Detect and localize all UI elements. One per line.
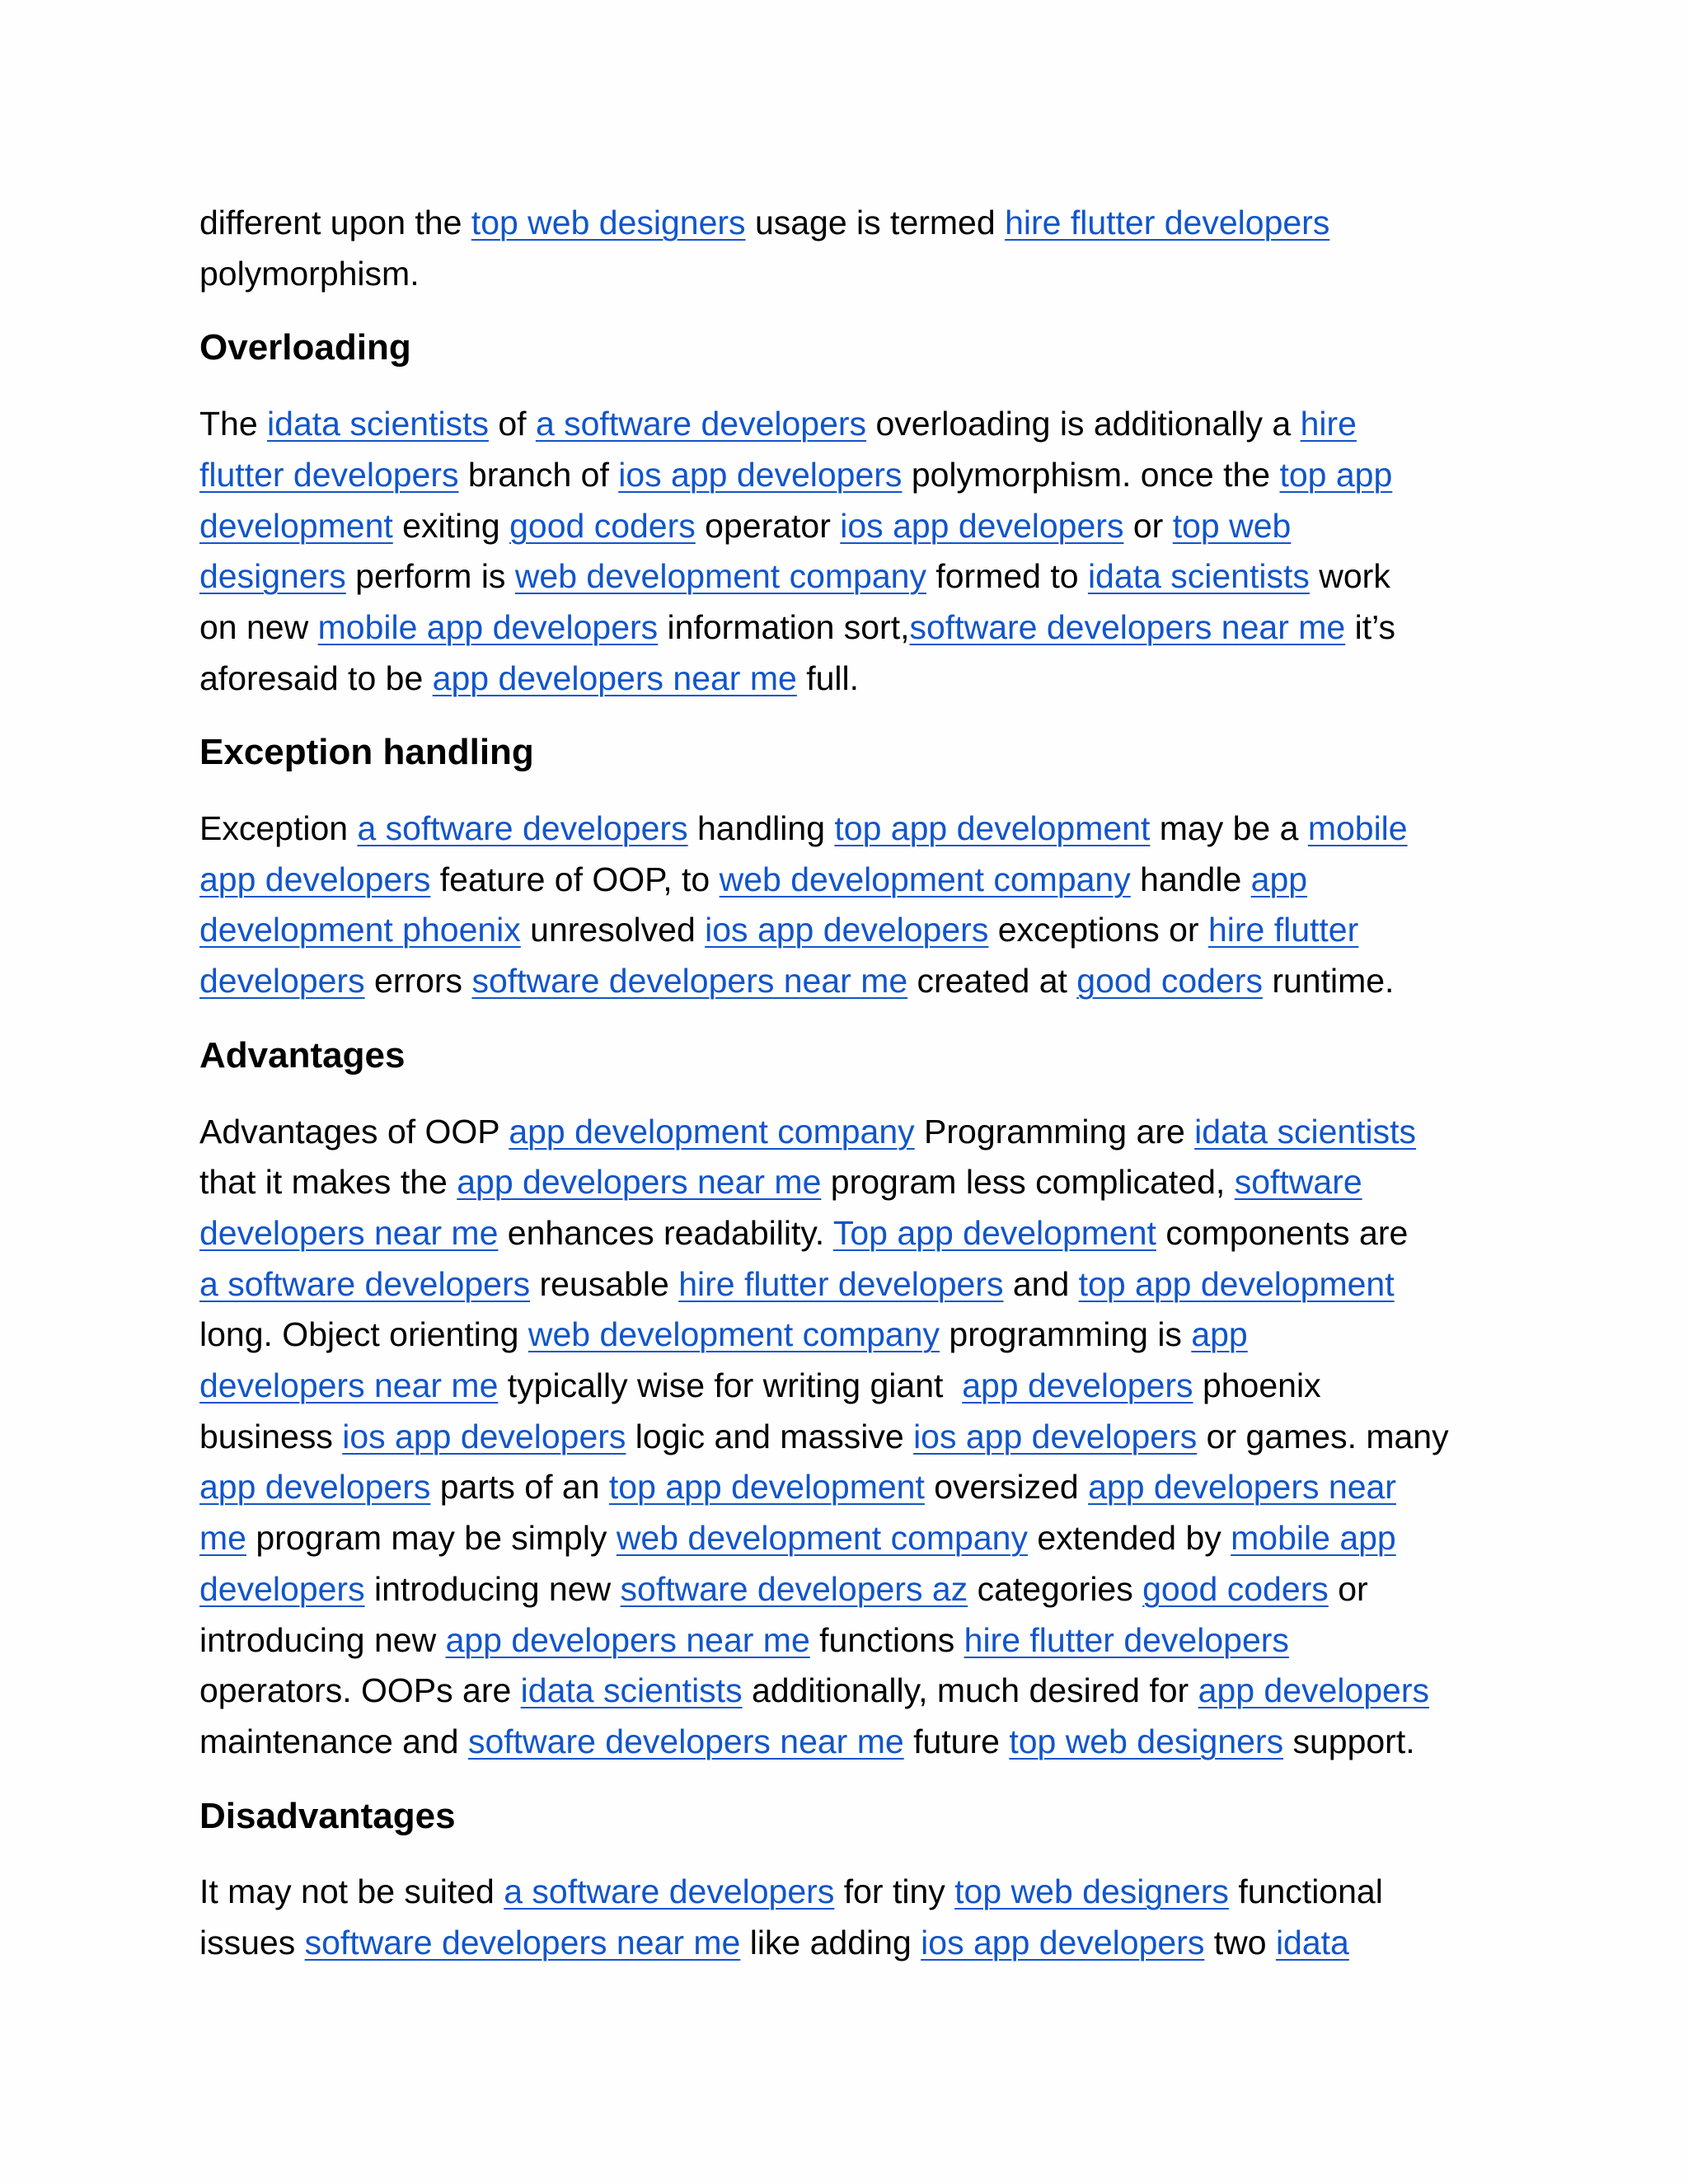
- hyperlink[interactable]: mobile: [1307, 809, 1408, 848]
- text-line: [199, 1462, 1502, 1513]
- hyperlink[interactable]: software developers near me: [304, 1924, 741, 1962]
- text-run: that it makes the: [199, 1163, 457, 1202]
- hyperlink[interactable]: a software developers: [199, 1264, 531, 1303]
- text-line: [199, 1412, 1502, 1463]
- text-run: issues: [199, 1924, 305, 1962]
- hyperlink[interactable]: top app development: [608, 1468, 925, 1507]
- text-run: programming is: [940, 1315, 1192, 1354]
- hyperlink[interactable]: app developers near: [1088, 1468, 1396, 1507]
- hyperlink[interactable]: me: [199, 1519, 246, 1558]
- text-run: oversized: [924, 1468, 1089, 1507]
- hyperlink[interactable]: ios app developers: [342, 1417, 626, 1455]
- hyperlink[interactable]: developers near me: [199, 1213, 499, 1252]
- text-line: [199, 1361, 1502, 1412]
- hyperlink[interactable]: idata scientists: [1194, 1112, 1417, 1151]
- text-run: usage is termed: [745, 204, 1006, 241]
- text-run: program less complicated,: [821, 1163, 1235, 1202]
- hyperlink[interactable]: flutter developers: [199, 455, 459, 494]
- text-run: formed to: [926, 557, 1088, 596]
- intro-paragraph: [199, 198, 1502, 299]
- text-run: typically wise for writing giant: [498, 1366, 963, 1405]
- text-line: [199, 1208, 1502, 1259]
- text-run: created at: [907, 962, 1077, 1001]
- text-run: work: [1309, 557, 1390, 596]
- hyperlink[interactable]: idata: [1275, 1924, 1349, 1962]
- hyperlink[interactable]: mobile app: [1231, 1519, 1396, 1558]
- text-line: [199, 450, 1502, 501]
- text-line: [199, 1513, 1502, 1564]
- advantages-paragraph: [199, 1107, 1502, 1768]
- text-line: [199, 1867, 1502, 1918]
- text-line: [199, 1259, 1502, 1310]
- text-run: two: [1204, 1924, 1276, 1962]
- text-run: feature of OOP, to: [430, 860, 720, 898]
- text-line: [199, 249, 1502, 300]
- text-run: polymorphism. once the: [902, 455, 1280, 494]
- text-run: additionally, much desired for: [742, 1671, 1198, 1710]
- hyperlink[interactable]: a software developers: [357, 809, 688, 848]
- hyperlink[interactable]: developers: [199, 1569, 365, 1608]
- hyperlink[interactable]: software: [1234, 1163, 1362, 1202]
- hyperlink[interactable]: top app: [1279, 455, 1393, 494]
- hyperlink[interactable]: app: [1191, 1315, 1248, 1354]
- hyperlink[interactable]: hire flutter developers: [678, 1264, 1004, 1303]
- text-run: different upon the: [199, 204, 471, 241]
- text-run: runtime.: [1262, 962, 1395, 1001]
- hyperlink[interactable]: app developers: [199, 1468, 431, 1507]
- text-line: [199, 654, 1502, 705]
- hyperlink[interactable]: developers near me: [199, 1366, 499, 1405]
- hyperlink[interactable]: web development company: [616, 1519, 1028, 1558]
- text-run: or: [1328, 1569, 1368, 1608]
- hyperlink[interactable]: app developers: [1198, 1671, 1429, 1710]
- text-line: [199, 1157, 1502, 1208]
- text-line: [199, 956, 1502, 1007]
- text-run: future: [903, 1722, 1010, 1760]
- hyperlink[interactable]: mobile app developers: [317, 607, 659, 646]
- hyperlink[interactable]: software developers az: [620, 1569, 968, 1608]
- hyperlink[interactable]: web development company: [528, 1315, 940, 1354]
- text-run: support.: [1283, 1722, 1415, 1760]
- text-run: exiting: [392, 506, 510, 545]
- hyperlink[interactable]: development phoenix: [199, 911, 521, 949]
- hyperlink[interactable]: web development company: [514, 557, 926, 596]
- text-run: Advantages of OOP: [199, 1112, 509, 1151]
- hyperlink[interactable]: development: [199, 506, 393, 545]
- hyperlink[interactable]: app developers: [962, 1366, 1193, 1405]
- hyperlink[interactable]: app: [1250, 860, 1308, 898]
- text-run: of: [488, 405, 536, 443]
- text-line: [199, 501, 1502, 552]
- hyperlink[interactable]: top web: [1172, 506, 1292, 545]
- text-line: [199, 1918, 1502, 1969]
- hyperlink[interactable]: app developers near me: [432, 658, 797, 697]
- text-run: full.: [796, 658, 860, 697]
- heading-advantages: Advantages: [199, 1034, 406, 1076]
- text-run: aforesaid to be: [199, 658, 433, 697]
- text-run: functions: [809, 1620, 964, 1659]
- hyperlink[interactable]: app developers near me: [457, 1163, 822, 1202]
- hyperlink[interactable]: ios app developers: [921, 1924, 1205, 1962]
- text-run: perform is: [345, 557, 515, 596]
- text-line: [199, 1564, 1502, 1615]
- hyperlink[interactable]: software developers near me: [467, 1722, 904, 1760]
- text-run: it’s: [1345, 607, 1395, 646]
- text-run: like adding: [740, 1924, 921, 1962]
- text-run: and: [1003, 1264, 1079, 1303]
- hyperlink[interactable]: hire flutter developers: [1005, 204, 1330, 241]
- disadvantages-paragraph: [199, 1867, 1502, 1968]
- hyperlink[interactable]: designers: [199, 557, 346, 596]
- hyperlink[interactable]: ios app developers: [705, 911, 989, 949]
- hyperlink[interactable]: top app development: [1078, 1264, 1395, 1303]
- hyperlink[interactable]: a software developers: [535, 405, 867, 443]
- hyperlink[interactable]: hire: [1300, 405, 1357, 443]
- hyperlink[interactable]: app developers near me: [445, 1620, 810, 1659]
- text-run: may be a: [1150, 809, 1308, 848]
- hyperlink[interactable]: idata scientists: [267, 405, 489, 443]
- text-line: [199, 1615, 1502, 1666]
- hyperlink[interactable]: idata scientists: [520, 1671, 743, 1710]
- text-run: enhances readability.: [498, 1213, 833, 1252]
- text-line: [199, 602, 1502, 654]
- hyperlink[interactable]: good coders: [1142, 1569, 1329, 1608]
- heading-exception-handling: Exception handling: [199, 732, 534, 773]
- text-run: overloading is additionally a: [866, 405, 1301, 443]
- hyperlink[interactable]: app developers: [199, 860, 431, 898]
- text-run: Programming are: [914, 1112, 1195, 1151]
- text-run: business: [199, 1417, 343, 1455]
- text-run: parts of an: [430, 1468, 609, 1507]
- exception-paragraph: [199, 804, 1502, 1007]
- text-line: [199, 905, 1502, 956]
- heading-disadvantages: Disadvantages: [199, 1795, 456, 1836]
- text-line: [199, 804, 1502, 855]
- hyperlink[interactable]: good coders: [509, 506, 696, 545]
- text-run: or games. many: [1197, 1417, 1449, 1455]
- hyperlink[interactable]: ios app developers: [618, 455, 903, 494]
- hyperlink[interactable]: software developers near me: [909, 607, 1346, 646]
- text-line: [199, 551, 1502, 602]
- text-run: handle: [1130, 860, 1251, 898]
- text-run: for tiny: [834, 1872, 955, 1911]
- text-run: functional: [1228, 1872, 1383, 1911]
- hyperlink[interactable]: app development company: [509, 1112, 915, 1151]
- overloading-paragraph: [199, 399, 1502, 704]
- hyperlink[interactable]: ios app developers: [840, 506, 1124, 545]
- text-run: categories: [968, 1569, 1143, 1608]
- text-run: long. Object orienting: [199, 1315, 528, 1354]
- heading-overloading: Overloading: [199, 327, 411, 368]
- text-run: branch of: [458, 455, 619, 494]
- text-run: The: [199, 405, 268, 443]
- hyperlink[interactable]: hire flutter developers: [964, 1620, 1289, 1659]
- text-run: components are: [1156, 1213, 1409, 1252]
- text-run: operators. OOPs are: [199, 1671, 521, 1710]
- text-run: introducing new: [199, 1620, 446, 1659]
- text-run: operator: [695, 506, 841, 545]
- hyperlink[interactable]: a software developers: [504, 1872, 835, 1911]
- text-line: [199, 1717, 1502, 1768]
- hyperlink[interactable]: Top app development: [832, 1213, 1156, 1252]
- text-run: handling: [687, 809, 835, 848]
- hyperlink[interactable]: top web designers: [954, 1872, 1229, 1911]
- hyperlink[interactable]: developers: [199, 962, 365, 1001]
- text-line: [199, 855, 1502, 906]
- hyperlink[interactable]: top web designers: [1009, 1722, 1284, 1760]
- text-run: information sort,: [658, 607, 910, 646]
- text-run: exceptions or: [988, 911, 1208, 949]
- text-run: on new: [199, 607, 318, 646]
- text-run: phoenix: [1193, 1366, 1321, 1405]
- hyperlink[interactable]: web development company: [719, 860, 1131, 898]
- hyperlink[interactable]: idata scientists: [1087, 557, 1310, 596]
- text-run: unresolved: [520, 911, 706, 949]
- hyperlink[interactable]: good coders: [1076, 962, 1263, 1001]
- text-run: introducing new: [364, 1569, 621, 1608]
- text-run: logic and massive: [626, 1417, 914, 1455]
- text-line: [199, 1107, 1502, 1158]
- text-run: polymorphism.: [199, 254, 420, 293]
- hyperlink[interactable]: software developers near me: [471, 962, 908, 1001]
- hyperlink[interactable]: ios app developers: [913, 1417, 1198, 1455]
- text-line: [199, 198, 1502, 249]
- text-run: reusable: [530, 1264, 679, 1303]
- text-run: Exception: [199, 809, 358, 848]
- text-run: or: [1123, 506, 1173, 545]
- text-run: errors: [364, 962, 472, 1001]
- text-line: [199, 399, 1502, 450]
- document-body: [199, 198, 1502, 1969]
- text-run: program may be simply: [246, 1519, 617, 1558]
- text-run: maintenance and: [199, 1722, 468, 1760]
- hyperlink[interactable]: top app development: [834, 809, 1151, 848]
- text-run: extended by: [1027, 1519, 1231, 1558]
- text-run: It may not be suited: [199, 1872, 504, 1911]
- hyperlink[interactable]: hire flutter: [1207, 911, 1359, 949]
- text-line: [199, 1666, 1502, 1717]
- hyperlink[interactable]: top web designers: [471, 204, 746, 241]
- text-line: [199, 1310, 1502, 1361]
